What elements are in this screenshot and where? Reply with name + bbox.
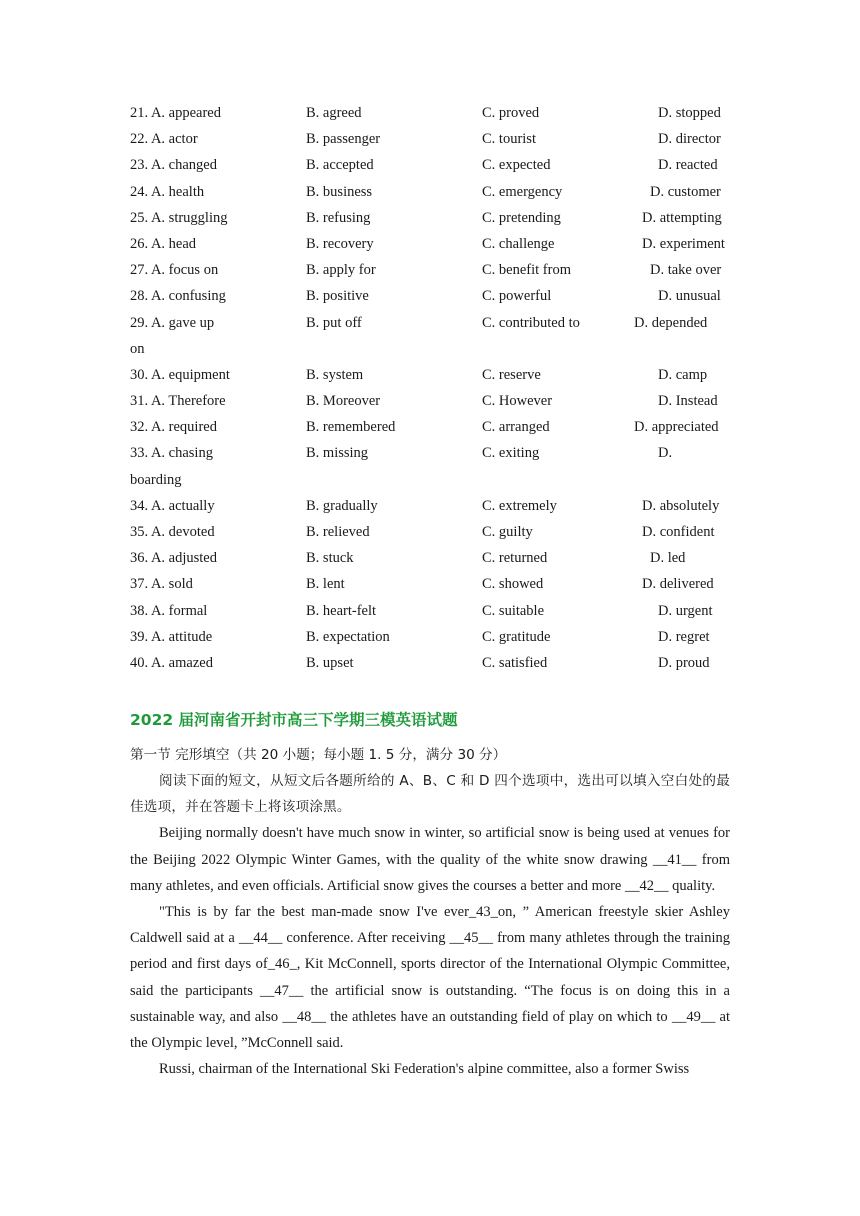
option-row [130,205,740,231]
option-b: B. apply for [306,262,376,279]
option-row [130,257,740,283]
option-b: B. stuck [306,550,354,567]
option-c: C. expected [482,157,551,174]
option-a: 23. A. changed [130,157,217,174]
option-a: 40. A. amazed [130,654,213,671]
option-d: D. absolutely [642,497,720,514]
option-c: C. powerful [482,288,552,305]
option-d: D. reacted [658,157,718,174]
option-b: B. Moreover [306,393,381,410]
option-a: 36. A. adjusted [130,550,217,567]
option-d: D. take over [650,262,722,279]
option-row [130,283,740,309]
option-b: B. relieved [306,524,370,541]
option-b: B. expectation [306,628,390,645]
option-c: C. reserve [482,366,541,383]
option-b: B. put off [306,314,362,331]
option-d: D. regret [658,628,710,645]
option-c: C. satisfied [482,654,548,671]
option-row [130,493,740,519]
option-c: C. emergency [482,183,563,200]
passage [130,768,730,1082]
option-a: 24. A. health [130,183,205,200]
passage-paragraph-3: Russi, chairman of the International Ski Federation's alpine committee, also a former Swiss [159,1061,690,1078]
option-d: D. depended [634,314,708,331]
option-row [130,519,740,545]
option-row [130,571,740,597]
option-c: C. arranged [482,419,550,436]
option-c: C. returned [482,550,548,567]
answer-options-list [130,100,740,676]
option-d: D. customer [650,183,721,200]
option-d: D. led [650,550,686,567]
option-b: B. upset [306,654,354,671]
option-d: D. confident [642,524,715,541]
option-row [130,310,740,362]
option-row [130,650,740,676]
option-a: 31. A. Therefore [130,393,226,410]
option-row [130,231,740,257]
option-b: B. gradually [306,497,378,514]
option-row [130,179,740,205]
option-b: B. accepted [306,157,374,174]
option-d: D. Instead [658,393,718,410]
option-c: C. extremely [482,497,557,514]
option-c: C. tourist [482,131,536,148]
option-c: C. guilty [482,524,533,541]
option-c: C. However [482,393,553,410]
option-c: C. challenge [482,235,555,252]
option-d: D. attempting [642,209,722,226]
option-a: 25. A. struggling [130,209,228,226]
option-c: C. exiting [482,445,540,462]
option-b: B. recovery [306,235,374,252]
passage-paragraph-2: "This is by far the best man-made snow I've ever_43_on, ” American freestyle skier Ashley Caldwell said at a __44__ conference. After receiving __45__ from many athletes through the training period and first days of_46_, Kit McConnell, sports director of the International Olympic Committee, said the participants __47__ the artificial snow is outstanding. “The focus is on doing this in a sustainable way, and also __48__ the athletes have an outstanding field of play on which to __49__ at the Olympic level, ”McConnell said. [130,904,730,1052]
option-row [130,100,740,126]
option-a: 29. A. gave up [130,314,215,331]
option-a: 32. A. required [130,419,217,436]
option-a: 38. A. formal [130,602,208,619]
option-c: C. contributed to [482,314,580,331]
option-row [130,414,740,440]
option-b: B. agreed [306,105,362,121]
option-row [130,440,740,492]
option-d: D. delivered [642,576,714,593]
option-b: B. missing [306,445,369,462]
option-d: D. stopped [658,105,721,121]
option-b: B. remembered [306,419,396,436]
option-row [130,362,740,388]
option-row [130,388,740,414]
option-b: B. lent [306,576,345,593]
option-a: 33. A. chasing [130,445,213,462]
option-a: 21. A. appeared [130,105,221,121]
option-row [130,126,740,152]
option-a: 27. A. focus on [130,262,219,279]
option-c: C. pretending [482,209,561,226]
option-c: C. showed [482,576,544,593]
option-a: 35. A. devoted [130,524,215,541]
option-a: 39. A. attitude [130,628,213,645]
option-d: D. proud [658,654,710,671]
option-a: 34. A. actually [130,497,215,514]
subsection-heading: 第一节 完形填空（共 20 小题；每小题 1. 5 分，满分 30 分） [130,747,507,763]
option-b: B. business [306,183,373,200]
option-a: 22. A. actor [130,131,198,148]
option-c: C. benefit from [482,262,571,279]
option-row [130,624,740,650]
passage-paragraph-1: Beijing normally doesn't have much snow in winter, so artificial snow is being used at venues for the Beijing 2022 Olympic Winter Games, with the quality of the white snow drawing __41__ from many athletes, and even officials. Artificial snow gives the courses a better and more __42__ quality. [130,825,730,894]
option-c: C. proved [482,105,540,121]
option-row [130,545,740,571]
option-row [130,152,740,178]
option-c: C. gratitude [482,628,551,645]
option-a: 26. A. head [130,235,197,252]
option-d: D. appreciated [634,419,719,436]
option-d: D. urgent [658,602,713,619]
option-a-continuation: boarding [130,471,182,488]
option-a-continuation: on [130,340,145,357]
option-a: 37. A. sold [130,576,193,593]
option-b: B. system [306,366,364,383]
option-b: B. refusing [306,209,371,226]
option-b: B. positive [306,288,369,305]
option-d: D. director [658,131,721,148]
option-b: B. heart-felt [306,602,377,619]
option-a: 28. A. confusing [130,288,226,305]
option-b: B. passenger [306,131,381,148]
option-d: D. experiment [642,235,725,252]
option-d: D. camp [658,366,708,383]
option-d: D. unusual [658,288,721,305]
instruction-paragraph: 阅读下面的短文，从短文后各题所给的 A、B、C 和 D 四个选项中，选出可以填入空白处的最佳选项，并在答题卡上将该项涂黑。 [130,773,730,816]
option-row [130,598,740,624]
option-c: C. suitable [482,602,545,619]
option-a: 30. A. equipment [130,366,230,383]
section-title: 2022 届河南省开封市高三下学期三模英语试题 [130,711,458,729]
option-d: D. [658,445,673,462]
